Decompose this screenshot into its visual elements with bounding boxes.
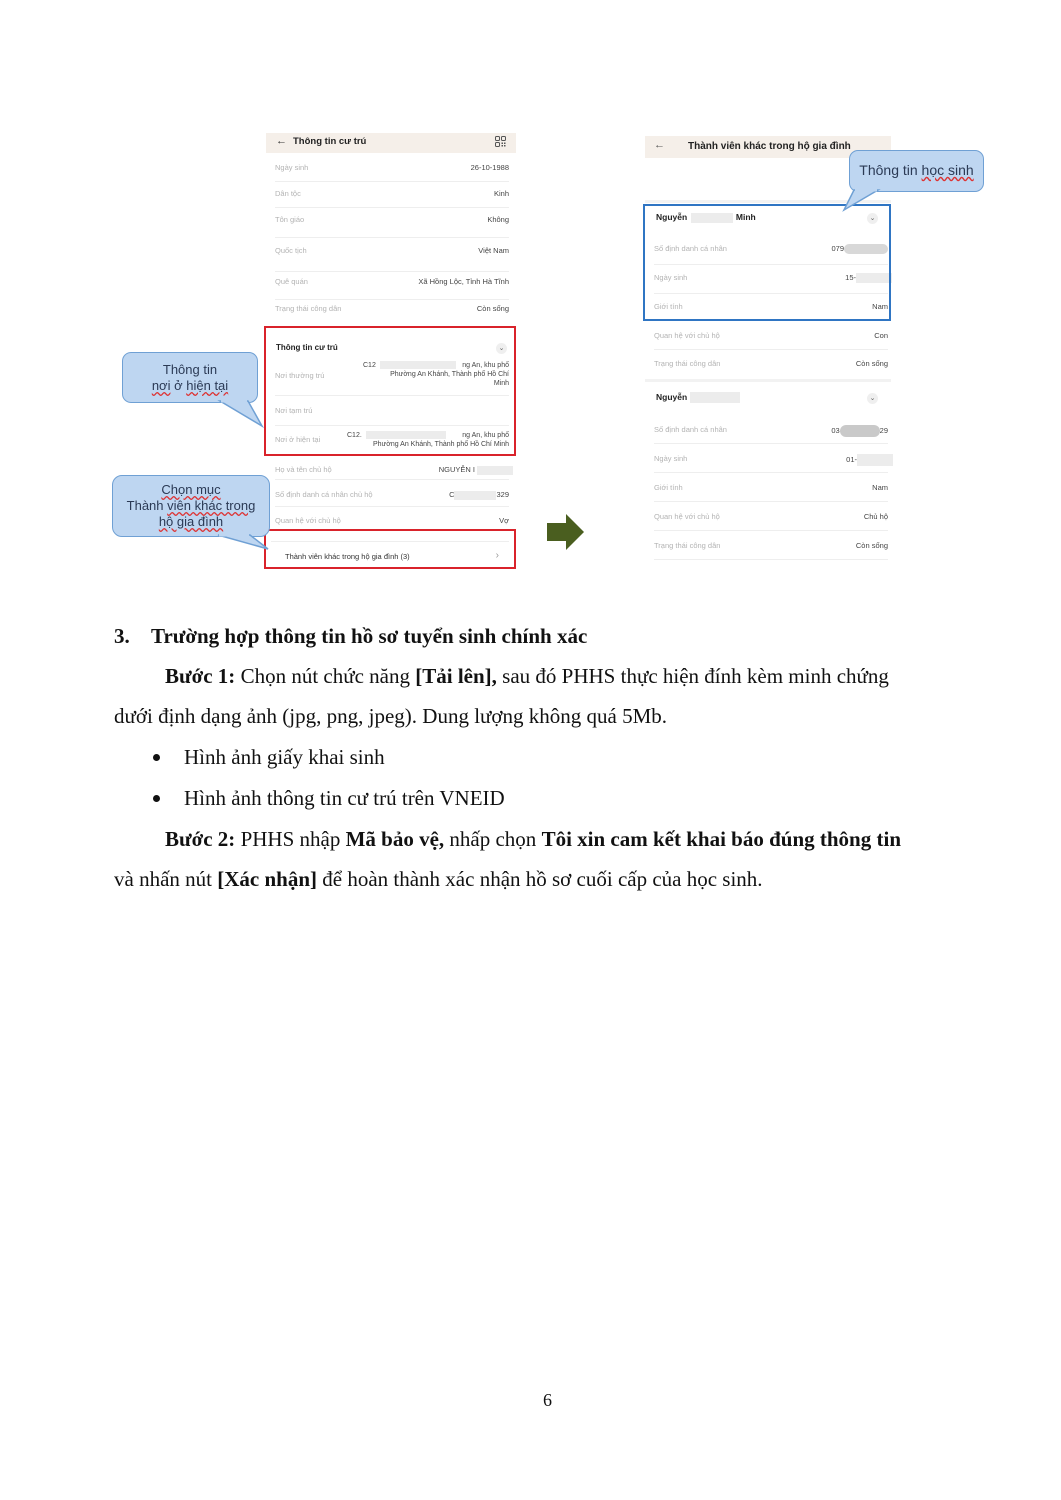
callout-student-info: Thông tin học sinh — [849, 150, 984, 192]
highlight-members-link — [264, 529, 516, 569]
step1-paragraph-line2: dưới định dạng ảnh (jpg, png, jpeg). Dung lượng không quá 5Mb. — [114, 704, 668, 728]
section-heading: Trường hợp thông tin hồ sơ tuyển sinh chính xác — [151, 624, 588, 648]
member-status-row: Trạng thái công dân Còn sống — [654, 359, 888, 368]
chevron-down-icon[interactable]: ⌄ — [496, 343, 507, 354]
member-status-row: Trạng thái công dân Còn sống — [654, 541, 888, 560]
info-row-religion: Tôn giáo Không — [275, 215, 509, 238]
member-id-row: Số định danh cá nhân 079 — [654, 244, 888, 265]
back-arrow-icon[interactable]: ← — [654, 139, 665, 151]
info-row-hometown: Quê quán Xã Hồng Lộc, Tỉnh Hà Tĩnh — [275, 277, 509, 300]
info-row-ethnicity: Dân tộc Kinh — [275, 189, 509, 208]
member-relationship-row: Quan hệ với chủ hộ Chủ hộ — [654, 512, 888, 531]
screen-title: Thành viên khác trong hộ gia đình — [688, 141, 851, 152]
step1-paragraph: Bước 1: Chọn nút chức năng [Tải lên], sau đó PHHS thực hiện đính kèm minh chứng — [165, 664, 889, 688]
temporary-residence-row: Nơi tạm trú — [275, 403, 509, 426]
relationship-row: Quan hệ với chủ hộ Vợ — [275, 516, 509, 525]
info-row-citizen-status: Trạng thái công dân Còn sống — [275, 304, 509, 313]
member-relationship-row: Quan hệ với chủ hộ Con — [654, 331, 888, 350]
info-row-nationality: Quốc tịch Việt Nam — [275, 246, 509, 272]
permanent-residence-row: Nơi thường trú C12 ng An, khu phố Phường An Khánh, Thành phố Hồ Chí Minh — [275, 361, 509, 396]
household-members-link[interactable]: Thành viên khác trong hộ gia đình (3) › — [271, 541, 509, 567]
screen-header — [266, 133, 516, 153]
member-id-row: Số định danh cá nhân 03 29 — [654, 425, 888, 444]
back-arrow-icon[interactable]: ← — [276, 135, 287, 147]
chevron-down-icon[interactable]: ⌄ — [867, 393, 878, 404]
divider — [645, 379, 891, 382]
household-head-name-row: Họ và tên chủ hộ NGUYỄN I — [275, 465, 509, 480]
page-number: 6 — [543, 1390, 552, 1410]
highlight-student-info — [643, 204, 891, 321]
step2-paragraph: Bước 2: PHHS nhập Mã bảo vệ, nhấp chọn Tôi xin cam kết khai báo đúng thông tin — [165, 827, 901, 851]
callout-pointer — [190, 400, 270, 430]
callout-pointer — [840, 189, 900, 214]
callout-pointer — [210, 534, 280, 554]
member-dob-row: Ngày sinh 01- — [654, 454, 888, 473]
household-head-id-row: Số định danh cá nhân chủ hộ C 329 — [275, 490, 509, 507]
chevron-right-icon: › — [495, 550, 499, 561]
bullet-item: Hình ảnh giấy khai sinh — [184, 745, 385, 769]
member-gender-row: Giới tính Nam — [654, 302, 888, 311]
residence-section-title: Thông tin cư trú — [276, 343, 338, 352]
chevron-down-icon[interactable]: ⌄ — [867, 213, 878, 224]
highlight-residence-section — [264, 326, 516, 456]
callout-choose-members: Chọn mục Thành viên khác trong hộ gia đình — [112, 475, 270, 537]
member-gender-row: Giới tính Nam — [654, 483, 888, 502]
screen-title: Thông tin cư trú — [293, 136, 367, 147]
member-dob-row: Ngày sinh 15- — [654, 273, 888, 294]
bullet-icon — [153, 754, 160, 761]
qr-code-icon[interactable] — [495, 136, 506, 147]
callout-current-residence: Thông tin nơi ở hiện tại — [122, 352, 258, 403]
bullet-item: Hình ảnh thông tin cư trú trên VNEID — [184, 786, 505, 810]
current-residence-row: Nơi ở hiện tại C12. ng An, khu phố Phường An Khánh, Thành phố Hồ Chí Minh — [275, 432, 509, 448]
info-row-dob: Ngày sinh 26-10-1988 — [275, 163, 509, 182]
member-name: Nguyễn Minh — [656, 212, 756, 222]
bullet-icon — [153, 795, 160, 802]
arrow-right-icon — [547, 513, 585, 551]
section-heading-number: 3. — [114, 624, 130, 648]
member-name: Nguyễn — [656, 392, 740, 403]
step2-paragraph-line2: và nhấn nút [Xác nhận] để hoàn thành xác nhận hồ sơ cuối cấp của học sinh. — [114, 867, 763, 891]
